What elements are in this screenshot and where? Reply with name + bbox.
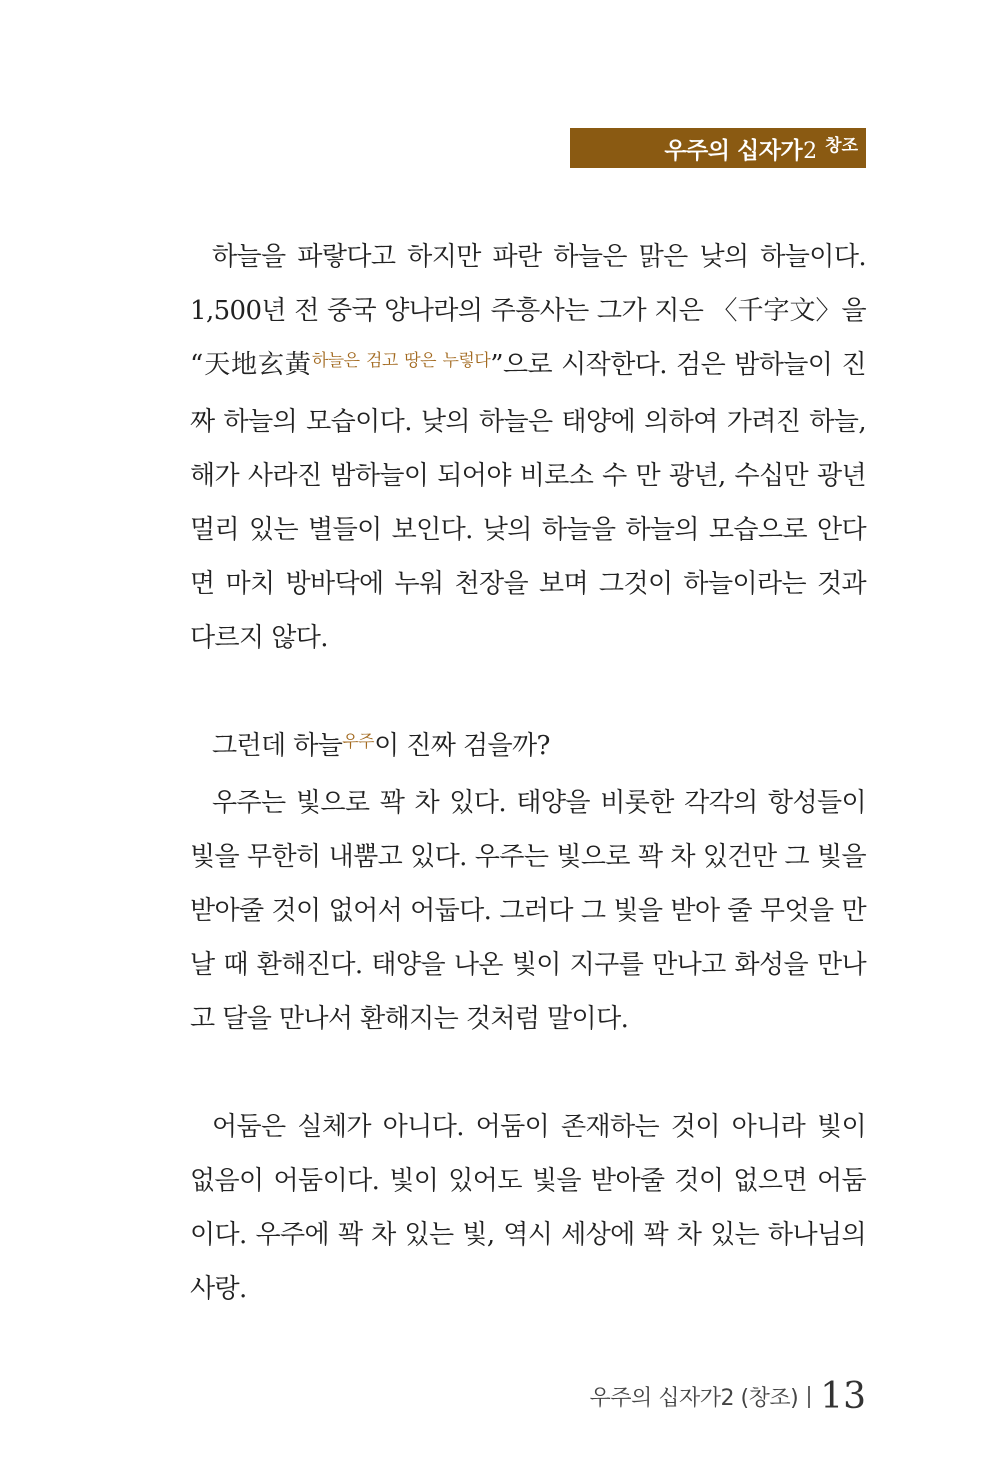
paragraph-4: 어둠은 실체가 아니다. 어둠이 존재하는 것이 아니라 빛이 없음이 어둠이다. 빛이 있어도 빛을 받아줄 것이 없으면 어둠이다. 우주에 꽉 차 있는 빛, 역시 세상에 꽉 차 있는 하나님의 사랑. [190,1112,866,1304]
paragraph-1-text-before: 하늘을 파랗다고 하지만 파란 하늘은 맑은 낮의 하늘이다. 1,500년 전 중국 양나라의 주흥사는 그가 지은 〈千字文〉을 “天地玄黃 [190,242,866,380]
footer-book-title: 우주의 십자가2 (창조) [589,1386,799,1411]
paragraph-2-gloss: 우주 [342,732,375,752]
footer-divider [808,1386,810,1408]
header-volume-number: 2 [803,138,818,164]
page-footer [590,1376,866,1417]
paragraph-2-text-after: 이 진짜 검을까? [374,731,550,761]
body-text [190,230,866,1316]
header-book-title: 우주의 십자가 [664,137,803,164]
page-number: 13 [820,1376,866,1417]
paragraph-3: 우주는 빛으로 꽉 차 있다. 태양을 비롯한 각각의 항성들이 빛을 무한히 내뿜고 있다. 우주는 빛으로 꽉 차 있건만 그 빛을 받아줄 것이 없어서 어둡다. 그러다 그 빛을 받아 줄 무엇을 만날 때 환해진다. 태양을 나온 빛이 지구를 만나고 화성을 만나고 달을 만나서 환해지는 것처럼 말이다. [190,788,866,1034]
running-header [570,128,866,168]
paragraph-1-text-after: ”으로 시작한다. 검은 밤하늘이 진짜 하늘의 모습이다. 낮의 하늘은 태양에 의하여 가려진 하늘, 해가 사라진 밤하늘이 되어야 비로소 수 만 광년, 수십만 광년 멀리 있는 별들이 보인다. 낮의 하늘을 하늘의 모습으로 안다면 마치 방바닥에 누워 천장을 보며 그것이 하늘이라는 것과 다르지 않다. [190,350,866,653]
header-subtitle: 창조 [825,135,858,156]
paragraph-2-text-before: 그런데 하늘 [212,731,343,761]
paragraph-1-gloss: 하늘은 검고 땅은 누렇다 [311,351,491,371]
paragraph-2 [190,719,866,776]
paragraph-1 [190,230,866,665]
